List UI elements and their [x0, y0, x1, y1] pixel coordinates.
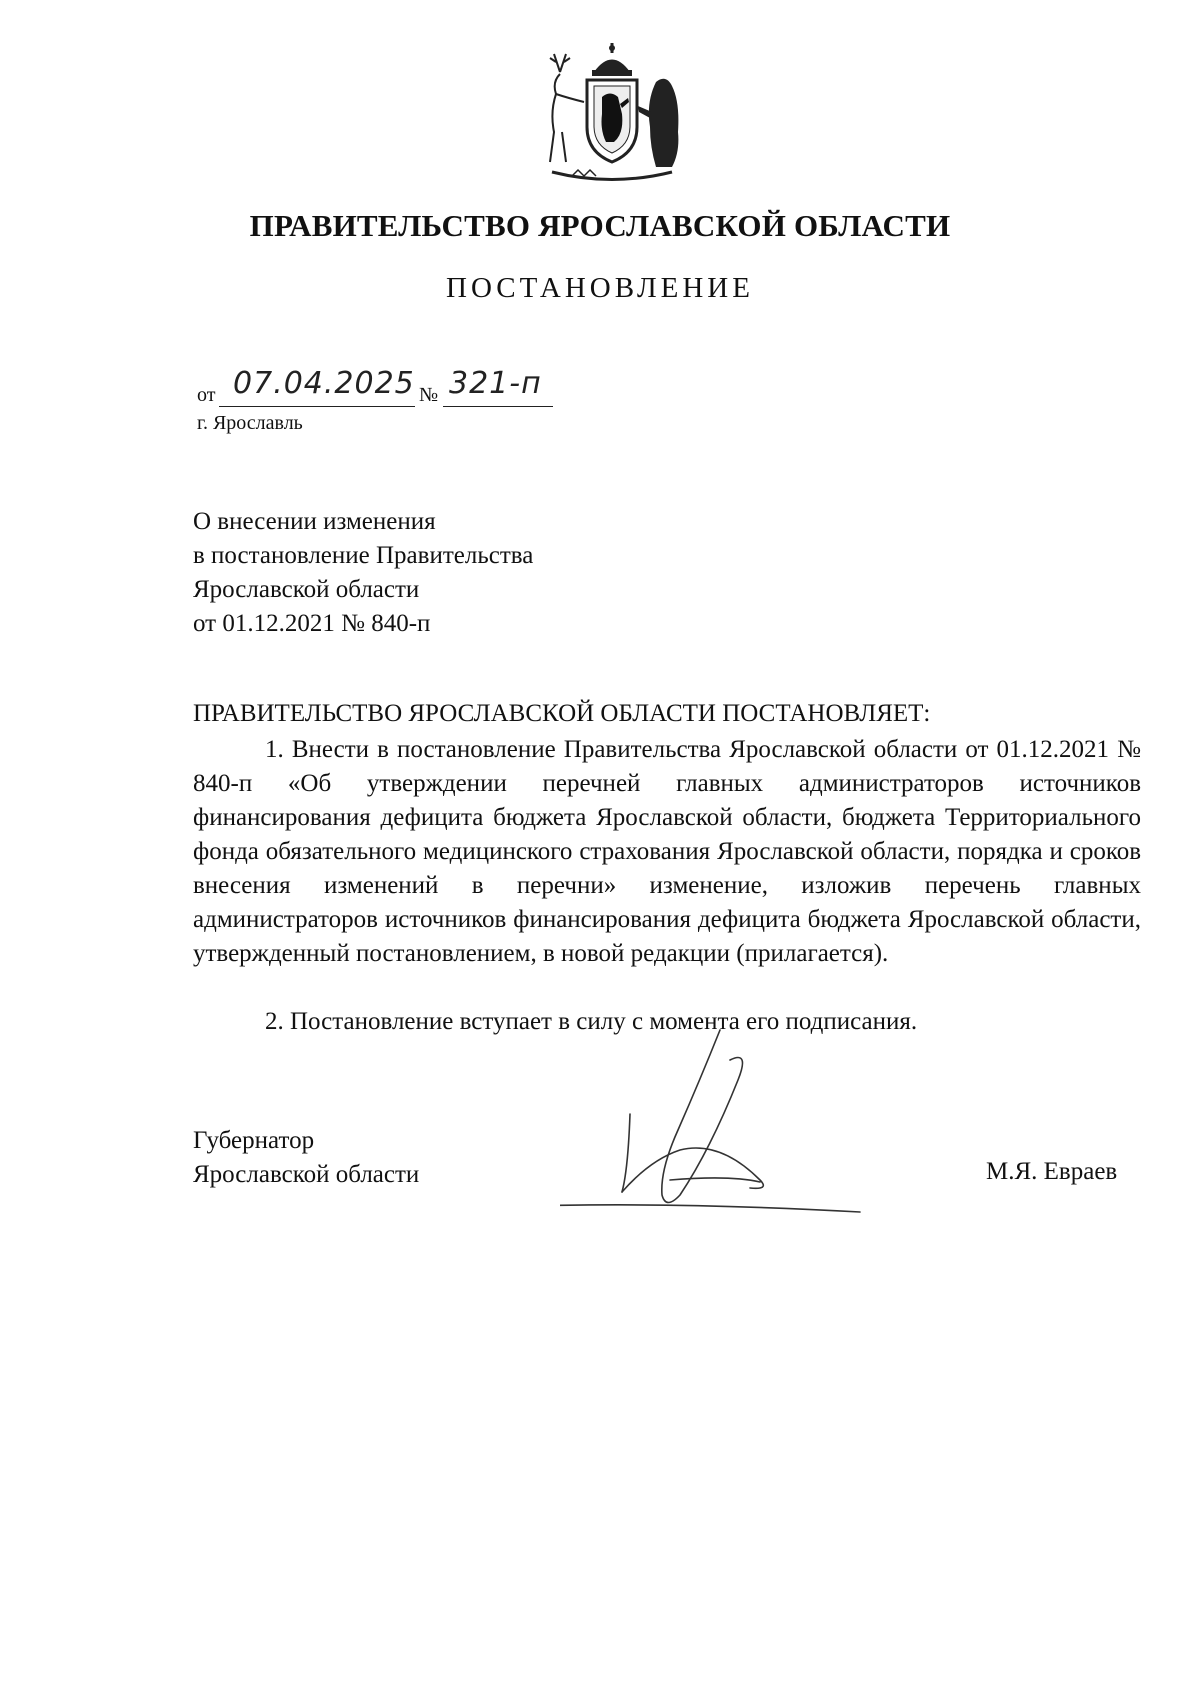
document-type: ПОСТАНОВЛЕНИЕ — [446, 272, 754, 304]
handwritten-date: 07.04.2025 — [233, 366, 415, 401]
position-line: Губернатор — [193, 1127, 315, 1154]
document-subject — [193, 505, 533, 641]
handwritten-number: 321-п — [449, 366, 542, 401]
signatory-position — [193, 1124, 419, 1192]
paragraph-1: 1. Внести в постановление Правительства Ярославской области от 01.12.2021 № 840-п «Об утверждении перечней главных администраторов источников финансирования дефицита бюджета Ярославской области, бюджета Территориального фонда обязательного медицинского страхования Ярославской области, порядка и сроков внесения изменений в перечни» изменение, изложив перечень главных администраторов источников финансирования дефицита бюджета Ярославской области, утвержденный постановлением, в новой редакции (прилагается). — [193, 736, 1141, 967]
subject-line: в постановление Правительства — [193, 542, 534, 569]
subject-line: О внесении изменения — [193, 508, 436, 535]
preamble: ПРАВИТЕЛЬСТВО ЯРОСЛАВСКОЙ ОБЛАСТИ ПОСТАНОВЛЯЕТ: — [193, 700, 931, 727]
signatory-name: М.Я. Евраев — [986, 1158, 1118, 1185]
date-number-line — [197, 366, 557, 412]
city: г. Ярославль — [197, 412, 303, 434]
number-prefix: № — [419, 384, 439, 406]
position-line: Ярославской области — [193, 1161, 420, 1188]
subject-line: Ярославской области — [193, 576, 420, 603]
coat-of-arms-icon — [532, 42, 692, 192]
subject-line: от 01.12.2021 № 840-п — [193, 610, 431, 637]
signature-icon — [560, 1020, 980, 1220]
organization-title: ПРАВИТЕЛЬСТВО ЯРОСЛАВСКОЙ ОБЛАСТИ — [249, 208, 951, 243]
date-prefix: от — [197, 384, 216, 406]
paragraph-2: 2. Постановление вступает в силу с момента его подписания. — [265, 1008, 918, 1035]
